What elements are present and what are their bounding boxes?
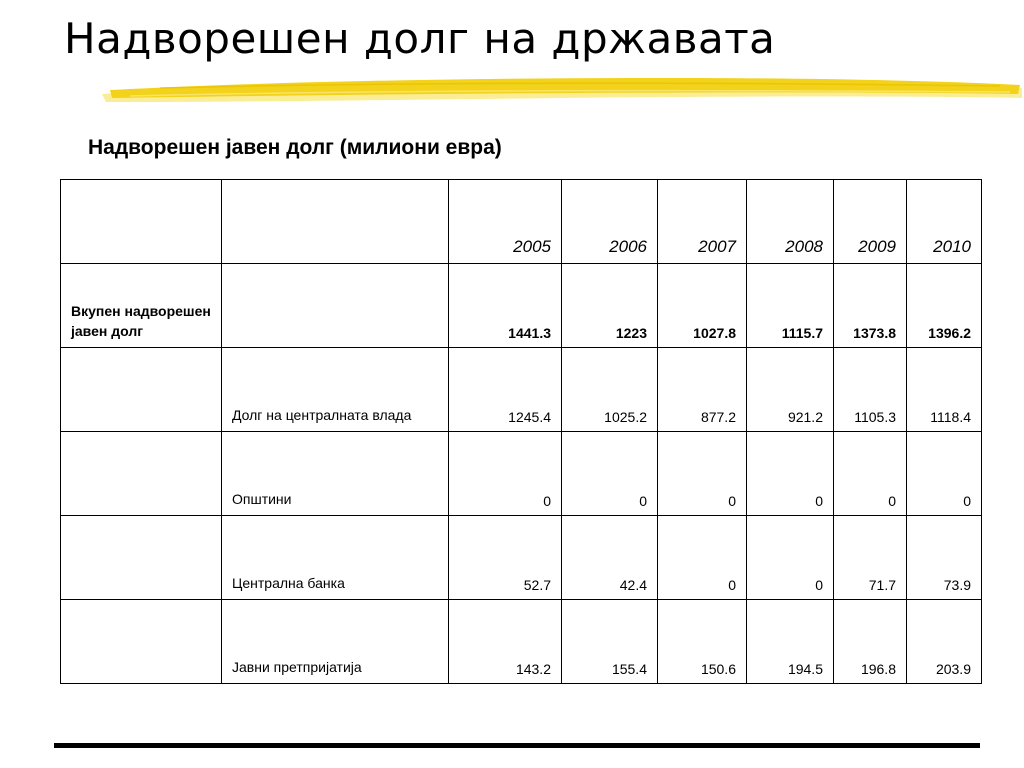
value-cell: 0 <box>658 432 747 516</box>
value-cell: 0 <box>834 432 907 516</box>
value-cell: 150.6 <box>658 600 747 684</box>
header-empty-cell <box>61 180 222 264</box>
value-cell: 196.8 <box>834 600 907 684</box>
value-cell: 0 <box>747 432 834 516</box>
value-cell: 71.7 <box>834 516 907 600</box>
row-label: Долг на централната влада <box>222 348 449 432</box>
value-cell: 1373.8 <box>834 264 907 348</box>
value-cell: 1025.2 <box>562 348 658 432</box>
value-cell: 143.2 <box>449 600 562 684</box>
value-cell: 52.7 <box>449 516 562 600</box>
year-header: 2009 <box>834 180 907 264</box>
row-group-label <box>61 432 222 516</box>
row-group-label <box>61 516 222 600</box>
value-cell: 73.9 <box>907 516 982 600</box>
value-cell: 0 <box>562 432 658 516</box>
year-header: 2006 <box>562 180 658 264</box>
row-label <box>222 264 449 348</box>
row-group-label <box>61 348 222 432</box>
year-header: 2005 <box>449 180 562 264</box>
table-row-total <box>61 264 982 348</box>
value-cell: 0 <box>449 432 562 516</box>
value-cell: 877.2 <box>658 348 747 432</box>
value-cell: 155.4 <box>562 600 658 684</box>
value-cell: 42.4 <box>562 516 658 600</box>
table-heading: Надворешен јавен долг (милиони евра) <box>88 136 502 159</box>
value-cell: 194.5 <box>747 600 834 684</box>
value-cell: 1118.4 <box>907 348 982 432</box>
table-row <box>61 516 982 600</box>
value-cell: 1245.4 <box>449 348 562 432</box>
slide-title: Надворешен долг на државата <box>64 14 776 63</box>
row-group-label <box>61 600 222 684</box>
table-row <box>61 600 982 684</box>
table-row <box>61 432 982 516</box>
year-header: 2008 <box>747 180 834 264</box>
row-label: Општини <box>222 432 449 516</box>
external-debt-table <box>60 179 982 684</box>
value-cell: 1396.2 <box>907 264 982 348</box>
value-cell: 1223 <box>562 264 658 348</box>
row-label: Централна банка <box>222 516 449 600</box>
yellow-brush-stroke-decoration <box>100 72 1024 108</box>
header-row <box>61 180 982 264</box>
value-cell: 0 <box>907 432 982 516</box>
year-header: 2010 <box>907 180 982 264</box>
value-cell: 1115.7 <box>747 264 834 348</box>
header-empty-cell <box>222 180 449 264</box>
table-row <box>61 348 982 432</box>
value-cell: 1105.3 <box>834 348 907 432</box>
value-cell: 1441.3 <box>449 264 562 348</box>
value-cell: 1027.8 <box>658 264 747 348</box>
value-cell: 0 <box>747 516 834 600</box>
row-group-label: Вкупен надворешен јавен долг <box>61 264 222 348</box>
footer-divider <box>54 743 980 748</box>
value-cell: 203.9 <box>907 600 982 684</box>
year-header: 2007 <box>658 180 747 264</box>
value-cell: 0 <box>658 516 747 600</box>
row-label: Јавни претпријатија <box>222 600 449 684</box>
value-cell: 921.2 <box>747 348 834 432</box>
